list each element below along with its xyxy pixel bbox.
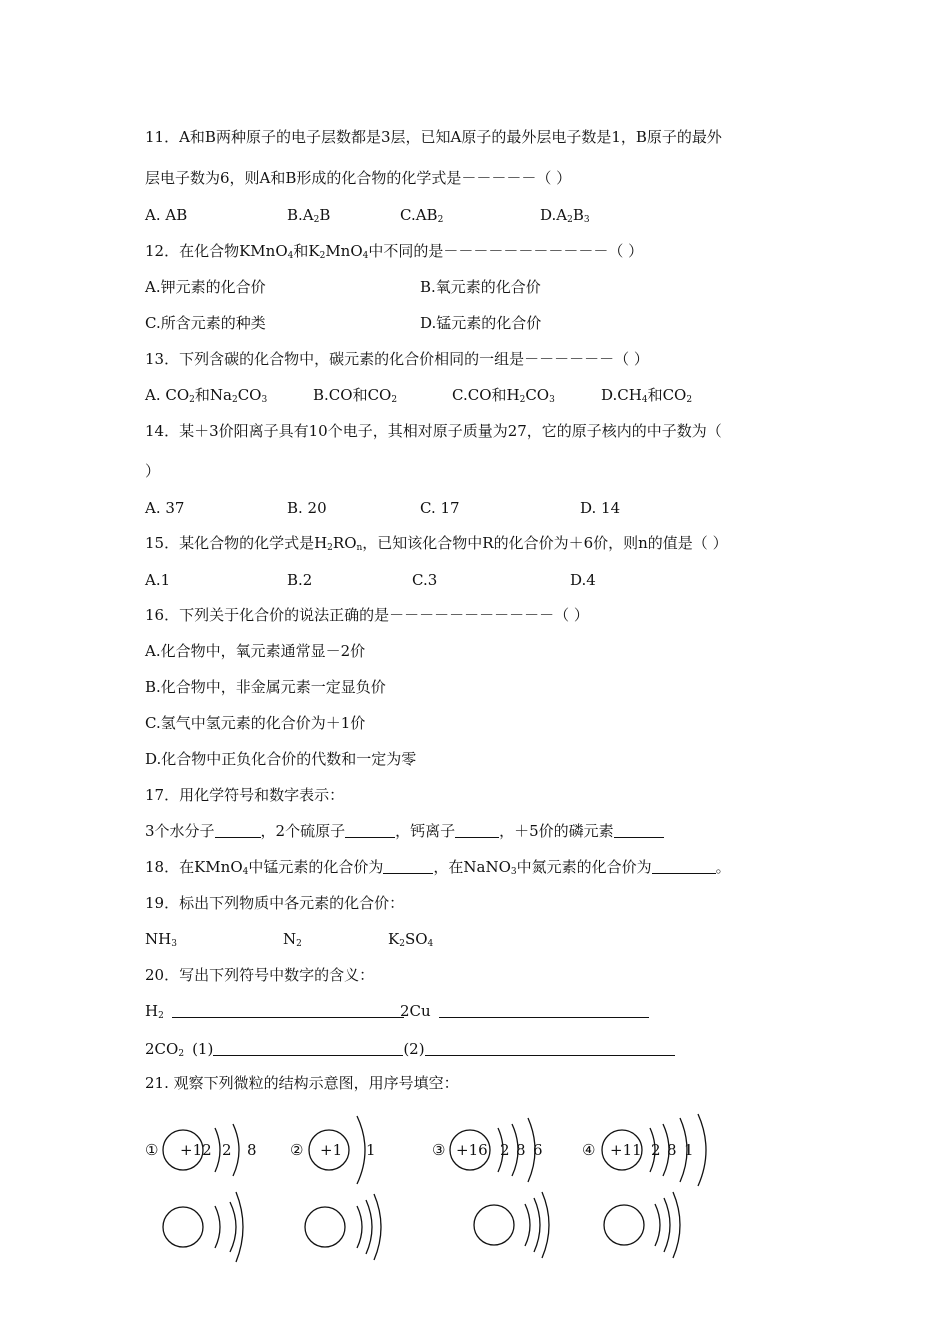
q15-stem: 15．某化合物的化学式是$H_2RO_n$，已知该化合物中R的化合价为＋6价，则n的值是（ ） (145, 534, 728, 553)
q14-option-c: C. 17 (420, 499, 460, 517)
q15-option-c: C.3 (412, 571, 438, 589)
q14-option-b: B. 20 (287, 499, 327, 517)
q17-blank-sulfur[interactable] (345, 823, 395, 838)
q14-option-a: A. 37 (145, 499, 185, 517)
q20-blank-h2[interactable] (172, 1003, 404, 1018)
q17-blank-water[interactable] (215, 823, 261, 838)
q20-blank-2co2-2[interactable] (425, 1041, 675, 1056)
q21-diagrams (0, 1110, 950, 1310)
q19-k2so4: $K_2SO_4$ (388, 930, 434, 949)
particle-4-number: ④ (582, 1141, 596, 1159)
q16-option-b: B.化合物中，非金属元素一定显负价 (145, 678, 386, 696)
particle-3 (450, 1118, 549, 1258)
particle-4-shell-1: 2 (651, 1141, 661, 1159)
q12-option-a: A.钾元素的化合价 (145, 278, 266, 296)
q13-option-c: C.CO和$H_2CO_3$ (452, 386, 555, 405)
q15-option-b: B.2 (287, 571, 313, 589)
q20-2cu: 2Cu (400, 1001, 649, 1021)
particle-3-nucleus: +16 (456, 1141, 488, 1159)
q11-option-c: $C.AB_2$ (400, 206, 444, 225)
q16-stem: 16．下列关于化合价的说法正确的是－－－－－－－－－－－（ ） (145, 606, 589, 624)
particle-4-nucleus: +11 (610, 1141, 642, 1159)
q15-option-a: A.1 (145, 571, 171, 589)
q18-blank-mn[interactable] (383, 859, 433, 874)
q19-n2: $N_2$ (283, 930, 302, 949)
particle-1-shell-2: 8 (247, 1141, 257, 1159)
q11-stem-line1: 11．A和B两种原子的电子层数都是3层，已知A原子的最外层电子数是1，B原子的最外 (145, 128, 722, 146)
q12-stem: 12．在化合物KMnO$_4$和$K_2MnO_4$中不同的是－－－－－－－－－－－（ ） (145, 242, 644, 261)
q20-blank-2co2-1[interactable] (213, 1041, 403, 1056)
q12-option-c: C.所含元素的种类 (145, 314, 266, 332)
q14-stem-line2: ） (145, 462, 161, 480)
q13-option-a: A. $CO_2$和$Na_2CO_3$ (145, 386, 268, 405)
q15-option-d: D.4 (570, 571, 596, 589)
q17-blanks: 3个水分子 ，2个硫原子 ，钙离子 ，＋5价的磷元素 (145, 821, 664, 841)
q18-blank-n[interactable] (652, 859, 716, 874)
q12-option-b: B.氧元素的化合价 (420, 278, 541, 296)
q13-option-d: $D.CH_4$和$CO_2$ (601, 386, 693, 405)
particle-4 (602, 1114, 706, 1258)
q18-line: 18．在KMnO$_4$中锰元素的化合价为 ，在NaNO$_3$中氮元素的化合价为 。 (145, 858, 731, 877)
particle-1-number: ① (145, 1141, 159, 1159)
q16-option-c: C.氢气中氢元素的化合价为＋1价 (145, 714, 366, 732)
q20-h2: $H_2$ (145, 1001, 404, 1021)
q14-stem-line1: 14．某＋3价阳离子具有10个电子，其相对原子质量为27，它的原子核内的中子数为（ (145, 422, 722, 440)
q20-stem: 20．写出下列符号中数字的含义： (145, 966, 375, 984)
q17-blank-phosphorus[interactable] (614, 823, 664, 838)
particle-4-shell-3: 1 (684, 1141, 694, 1159)
q12-option-d: D.锰元素的化合价 (420, 314, 542, 332)
q11-option-b: $B.A_2B$ (287, 206, 331, 225)
particle-1-shell-1: 2 (222, 1141, 232, 1159)
particle-3-shell-3: 6 (533, 1141, 543, 1159)
q17-stem: 17．用化学符号和数字表示： (145, 786, 345, 804)
particle-2-shell-1: 1 (366, 1141, 376, 1159)
q11-stem-line2: 层电子数为6，则A和B形成的化合物的化学式是－－－－－（ ） (145, 169, 572, 187)
q19-stem: 19．标出下列物质中各元素的化合价： (145, 894, 405, 912)
q11-option-d: $D.A_2B_3$ (540, 206, 590, 225)
q16-option-a: A.化合物中，氧元素通常显－2价 (145, 642, 366, 660)
particle-2 (305, 1116, 381, 1260)
q19-nh3: $NH_3$ (145, 930, 177, 949)
particle-2-nucleus: +1 (320, 1141, 343, 1159)
particle-4-shell-2: 8 (667, 1141, 677, 1159)
q20-blank-2cu[interactable] (439, 1003, 649, 1018)
q14-option-d: D. 14 (580, 499, 621, 517)
q11-option-a: A. AB (145, 206, 188, 224)
particle-3-shell-2: 8 (516, 1141, 526, 1159)
q13-stem: 13．下列含碳的化合物中，碳元素的化合价相同的一组是－－－－－－（ ） (145, 350, 649, 368)
q20-2co2: $2CO_2$ (1) (2) (145, 1039, 675, 1059)
q17-blank-calcium[interactable] (455, 823, 499, 838)
particle-1-nucleus: +12 (180, 1141, 212, 1159)
particle-3-shell-1: 2 (500, 1141, 510, 1159)
q21-stem: 21. 观察下列微粒的结构示意图，用序号填空： (145, 1074, 459, 1092)
q13-option-b: B.CO和$CO_2$ (313, 386, 398, 405)
q16-option-d: D.化合物中正负化合价的代数和一定为零 (145, 750, 417, 768)
particle-2-number: ② (290, 1141, 304, 1159)
particle-3-number: ③ (432, 1141, 446, 1159)
